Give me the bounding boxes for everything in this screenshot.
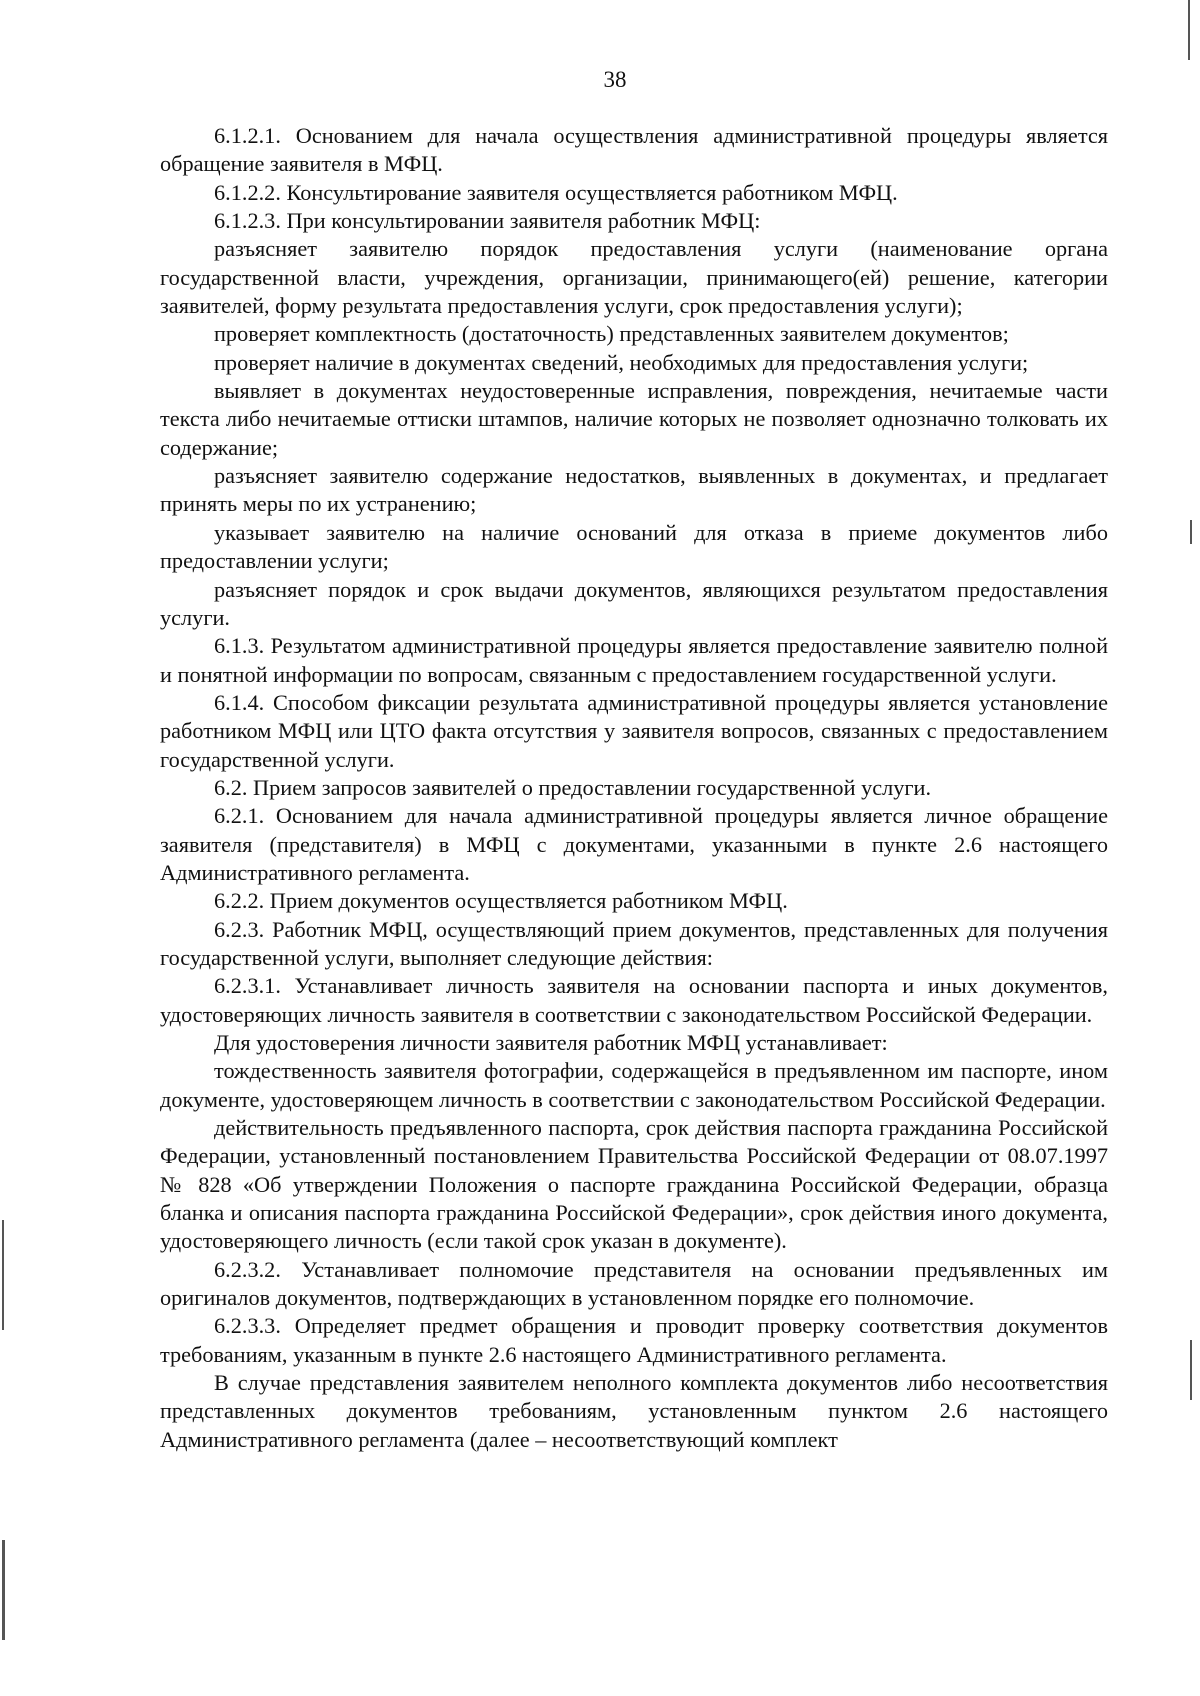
paragraph-6-2-3-1: 6.2.3.1. Устанавливает личность заявителя на основании паспорта и иных документов, удостоверяющих личность заявителя в соответствии с законодательством Российской Федерации.	[160, 973, 1108, 1027]
list-item-checks-information: проверяет наличие в документах сведений, необходимых для предоставления услуги;	[214, 349, 1029, 375]
document-body	[160, 122, 1108, 1454]
paragraph-identity-verification: Для удостоверения личности заявителя работник МФЦ устанавливает:	[214, 1030, 888, 1055]
list-item-refusal-grounds: указывает заявителю на наличие оснований для отказа в приеме документов либо предоставлении услуги;	[160, 519, 1108, 574]
paragraph-6-2-3-3: 6.2.3.3. Определяет предмет обращения и проводит проверку соответствия документов требованиям, указанным в пункте 2.6 настоящего Административного регламента.	[160, 1313, 1108, 1367]
paragraph-6-2-3-2: 6.2.3.2. Устанавливает полномочие представителя на основании предъявленных им оригиналов документов, подтверждающих в установленном порядке его полномочие.	[160, 1256, 1108, 1311]
list-item-issuance-terms: разъясняет порядок и срок выдачи документов, являющихся результатом предоставления услуги.	[160, 576, 1108, 630]
scan-edge-mark	[1188, 0, 1190, 60]
list-item-detects-corrections: выявляет в документах неудостоверенные исправления, повреждения, нечитаемые части текста либо нечитаемые оттиски штампов, наличие которых не позволяет однозначно толковать их содержание;	[160, 378, 1108, 460]
list-item-passport-validity: действительность предъявленного паспорта, срок действия паспорта гражданина Российской Федерации, установленный постановлением Правительства Российской Федерации от 08.07.1997 № 828 «Об утверждении Положения о паспорте гражданина Российской Федерации, образца бланка и описания паспорта гражданина Российской Федерации», срок действия иного документа, удостоверяющего личность (если такой срок указан в документе).	[160, 1115, 1108, 1254]
paragraph-incomplete-set: В случае представления заявителем неполного комплекта документов либо несоответствия представленных документов требованиям, установленным пунктом 2.6 настоящего Административного регламента (далее – несоответствующий комплект	[160, 1370, 1108, 1452]
paragraph-6-2-3: 6.2.3. Работник МФЦ, осуществляющий прием документов, представленных для получения государственной услуги, выполняет следующие действия:	[160, 916, 1108, 970]
page-number: 38	[603, 67, 627, 92]
paragraph-6-2: 6.2. Прием запросов заявителей о предоставлении государственной услуги.	[214, 774, 932, 800]
paragraph-6-1-2-2: 6.1.2.2. Консультирование заявителя осуществляется работником МФЦ.	[214, 179, 898, 205]
paragraph-6-1-3: 6.1.3. Результатом административной процедуры является предоставление заявителю полной и понятной информации по вопросам, связанным с предоставлением государственной услуги.	[160, 633, 1108, 687]
list-item-photo-identity: тождественность заявителя фотографии, содержащейся в предъявленном им паспорте, ином документе, удостоверяющем личность в соответствии с законодательством Российской Федерации.	[160, 1058, 1108, 1112]
list-item-checks-completeness: проверяет комплектность (достаточность) представленных заявителем документов;	[214, 321, 1009, 347]
scan-edge-mark	[1190, 1340, 1192, 1400]
paragraph-6-1-2-3: 6.1.2.3. При консультировании заявителя работник МФЦ:	[214, 208, 761, 234]
paragraph-6-1-4: 6.1.4. Способом фиксации результата административной процедуры является установление работником МФЦ или ЦТО факта отсутствия у заявителя вопросов, связанных с предоставлением государственной услуги.	[160, 689, 1108, 772]
list-item-explains-deficiencies: разъясняет заявителю содержание недостатков, выявленных в документах, и предлагает принять меры по их устранению;	[160, 463, 1108, 517]
scan-edge-mark	[2, 1220, 4, 1330]
paragraph-6-2-2: 6.2.2. Прием документов осуществляется работником МФЦ.	[214, 888, 788, 914]
list-item-explains-procedure: разъясняет заявителю порядок предоставления услуги (наименование органа государственной власти, учреждения, организации, принимающего(ей) решение, категории заявителей, форму результата предоставления услуги, срок предоставления услуги);	[160, 236, 1108, 319]
paragraph-6-1-2-1: 6.1.2.1. Основанием для начала осуществления административной процедуры является обращение заявителя в МФЦ.	[160, 123, 1108, 177]
scan-edge-mark	[1190, 520, 1192, 544]
scan-edge-mark	[2, 1540, 5, 1640]
paragraph-6-2-1: 6.2.1. Основанием для начала административной процедуры является личное обращение заявителя (представителя) в МФЦ с документами, указанными в пункте 2.6 настоящего Административного регламента.	[160, 803, 1108, 885]
